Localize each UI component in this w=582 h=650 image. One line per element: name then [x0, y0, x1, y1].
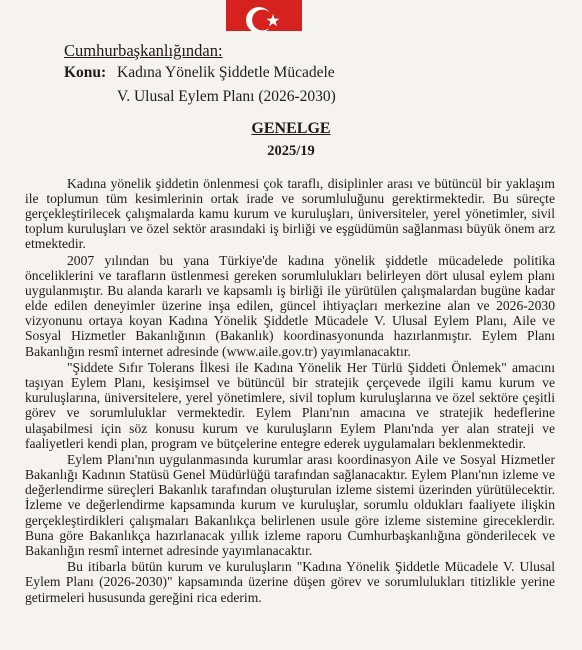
subject-line-2: V. Ulusal Eylem Planı (2026-2030) [117, 88, 336, 105]
subject-line-1: Kadına Yönelik Şiddetle Mücadele [117, 64, 335, 81]
body-paragraph: Eylem Planı'nın uygulanmasında kurumlar arası koordinasyon Aile ve Sosyal Hizmetler Bakanlığı Kadının Statüsü Genel Müdürlüğü tarafından sağlanacaktır. Eylem Planı'nın izleme ve değerlendirme süreçleri Bakanlık tarafından oluşturulan izleme sistemi üzerinden yürütülecektir. İzleme ve değerlendirme kapsamında kurum ve kuruluşlar, sorumlu oldukları faaliyete ilişkin gerçekleştirdikleri çalışmaları Bakanlıkça belirlenen usule göre izleme sistemine gireceklerdir. Buna göre Bakanlıkça hazırlanacak yıllık izleme raporu Cumhurbaşkanlığına gönderilecek ve Bakanlığın resmî internet adresinde yayımlanacaktır. [25, 452, 555, 558]
document-body [25, 176, 555, 605]
subject-label: Konu: [64, 64, 107, 81]
body-paragraph: Kadına yönelik şiddetin önlenmesi çok taraflı, disiplinler arası ve bütüncül bir yaklaşım ile toplumun tüm kesimlerinin ortak irade ve sorumluluğunu gerektirmektedir. Bu süreçte gerçekleştirilecek çalışmalarda kamu kurum ve kuruluşları, üniversiteler, yerel yönetimler, sivil toplum kuruluşları ve özel sektör arasındaki iş birliği ve eşgüdümün sağlanması büyük önem arz etmektedir. [25, 176, 555, 252]
sender-heading: Cumhurbaşkanlığından: [64, 41, 223, 60]
document-number: 2025/19 [267, 143, 315, 159]
body-paragraph: 2007 yılından bu yana Türkiye'de kadına yönelik şiddetle mücadelede politika önceliklerini ve tarafların üstlenmesi gereken sorumlulukları belirleyen dört ulusal eylem planı uygulanmıştır. Bu alanda kararlı ve kapsamlı iş birliği ile yürütülen çalışmalardan bugüne kadar elde edilen deneyimler üzerine inşa edilen, güncel ihtiyaçları merkezine alan ve 2026-2030 vizyonunu ortaya koyan Kadına Yönelik Şiddetle Mücadele V. Ulusal Eylem Planı, Aile ve Sosyal Hizmetler Bakanlığının (Bakanlık) koordinasyonunda hazırlanmıştır. Eylem Planı Bakanlığın resmî internet adresinde (www.aile.gov.tr) yayımlanacaktır. [25, 252, 555, 359]
body-paragraph: "Şiddete Sıfır Tolerans İlkesi ile Kadına Yönelik Her Türlü Şiddeti Önlemek" amacını taşıyan Eylem Planı, kesişimsel ve bütüncül bir stratejik çerçevede ilgili kamu kurum ve kuruluşlarına, üniversitelere, yerel yönetimlere, sivil toplum kuruluşlarına ve özel sektöre çeşitli görev ve sorumluluklar vermektedir. Eylem Planı'nın amacına ve stratejik hedeflerine ulaşabilmesi için söz konusu kurum ve kuruluşların Eylem Planı'nda yer alan strateji ve faaliyetleri kendi plan, program ve bütçelerine entegre ederek uygulamaları beklenmektedir. [25, 360, 555, 451]
turkish-flag-icon [226, 0, 302, 31]
document-title: GENELGE [251, 120, 331, 137]
body-paragraph: Bu itibarla bütün kurum ve kuruluşların "Kadına Yönelik Şiddetle Mücadele V. Ulusal Eylem Planı (2026-2030)" kapsamında üzerine düşen görev ve sorumlulukları titizlikle yerine getirmeleri hususunda gereğini rica ederim. [25, 559, 555, 605]
crescent-star-icon [226, 0, 302, 31]
